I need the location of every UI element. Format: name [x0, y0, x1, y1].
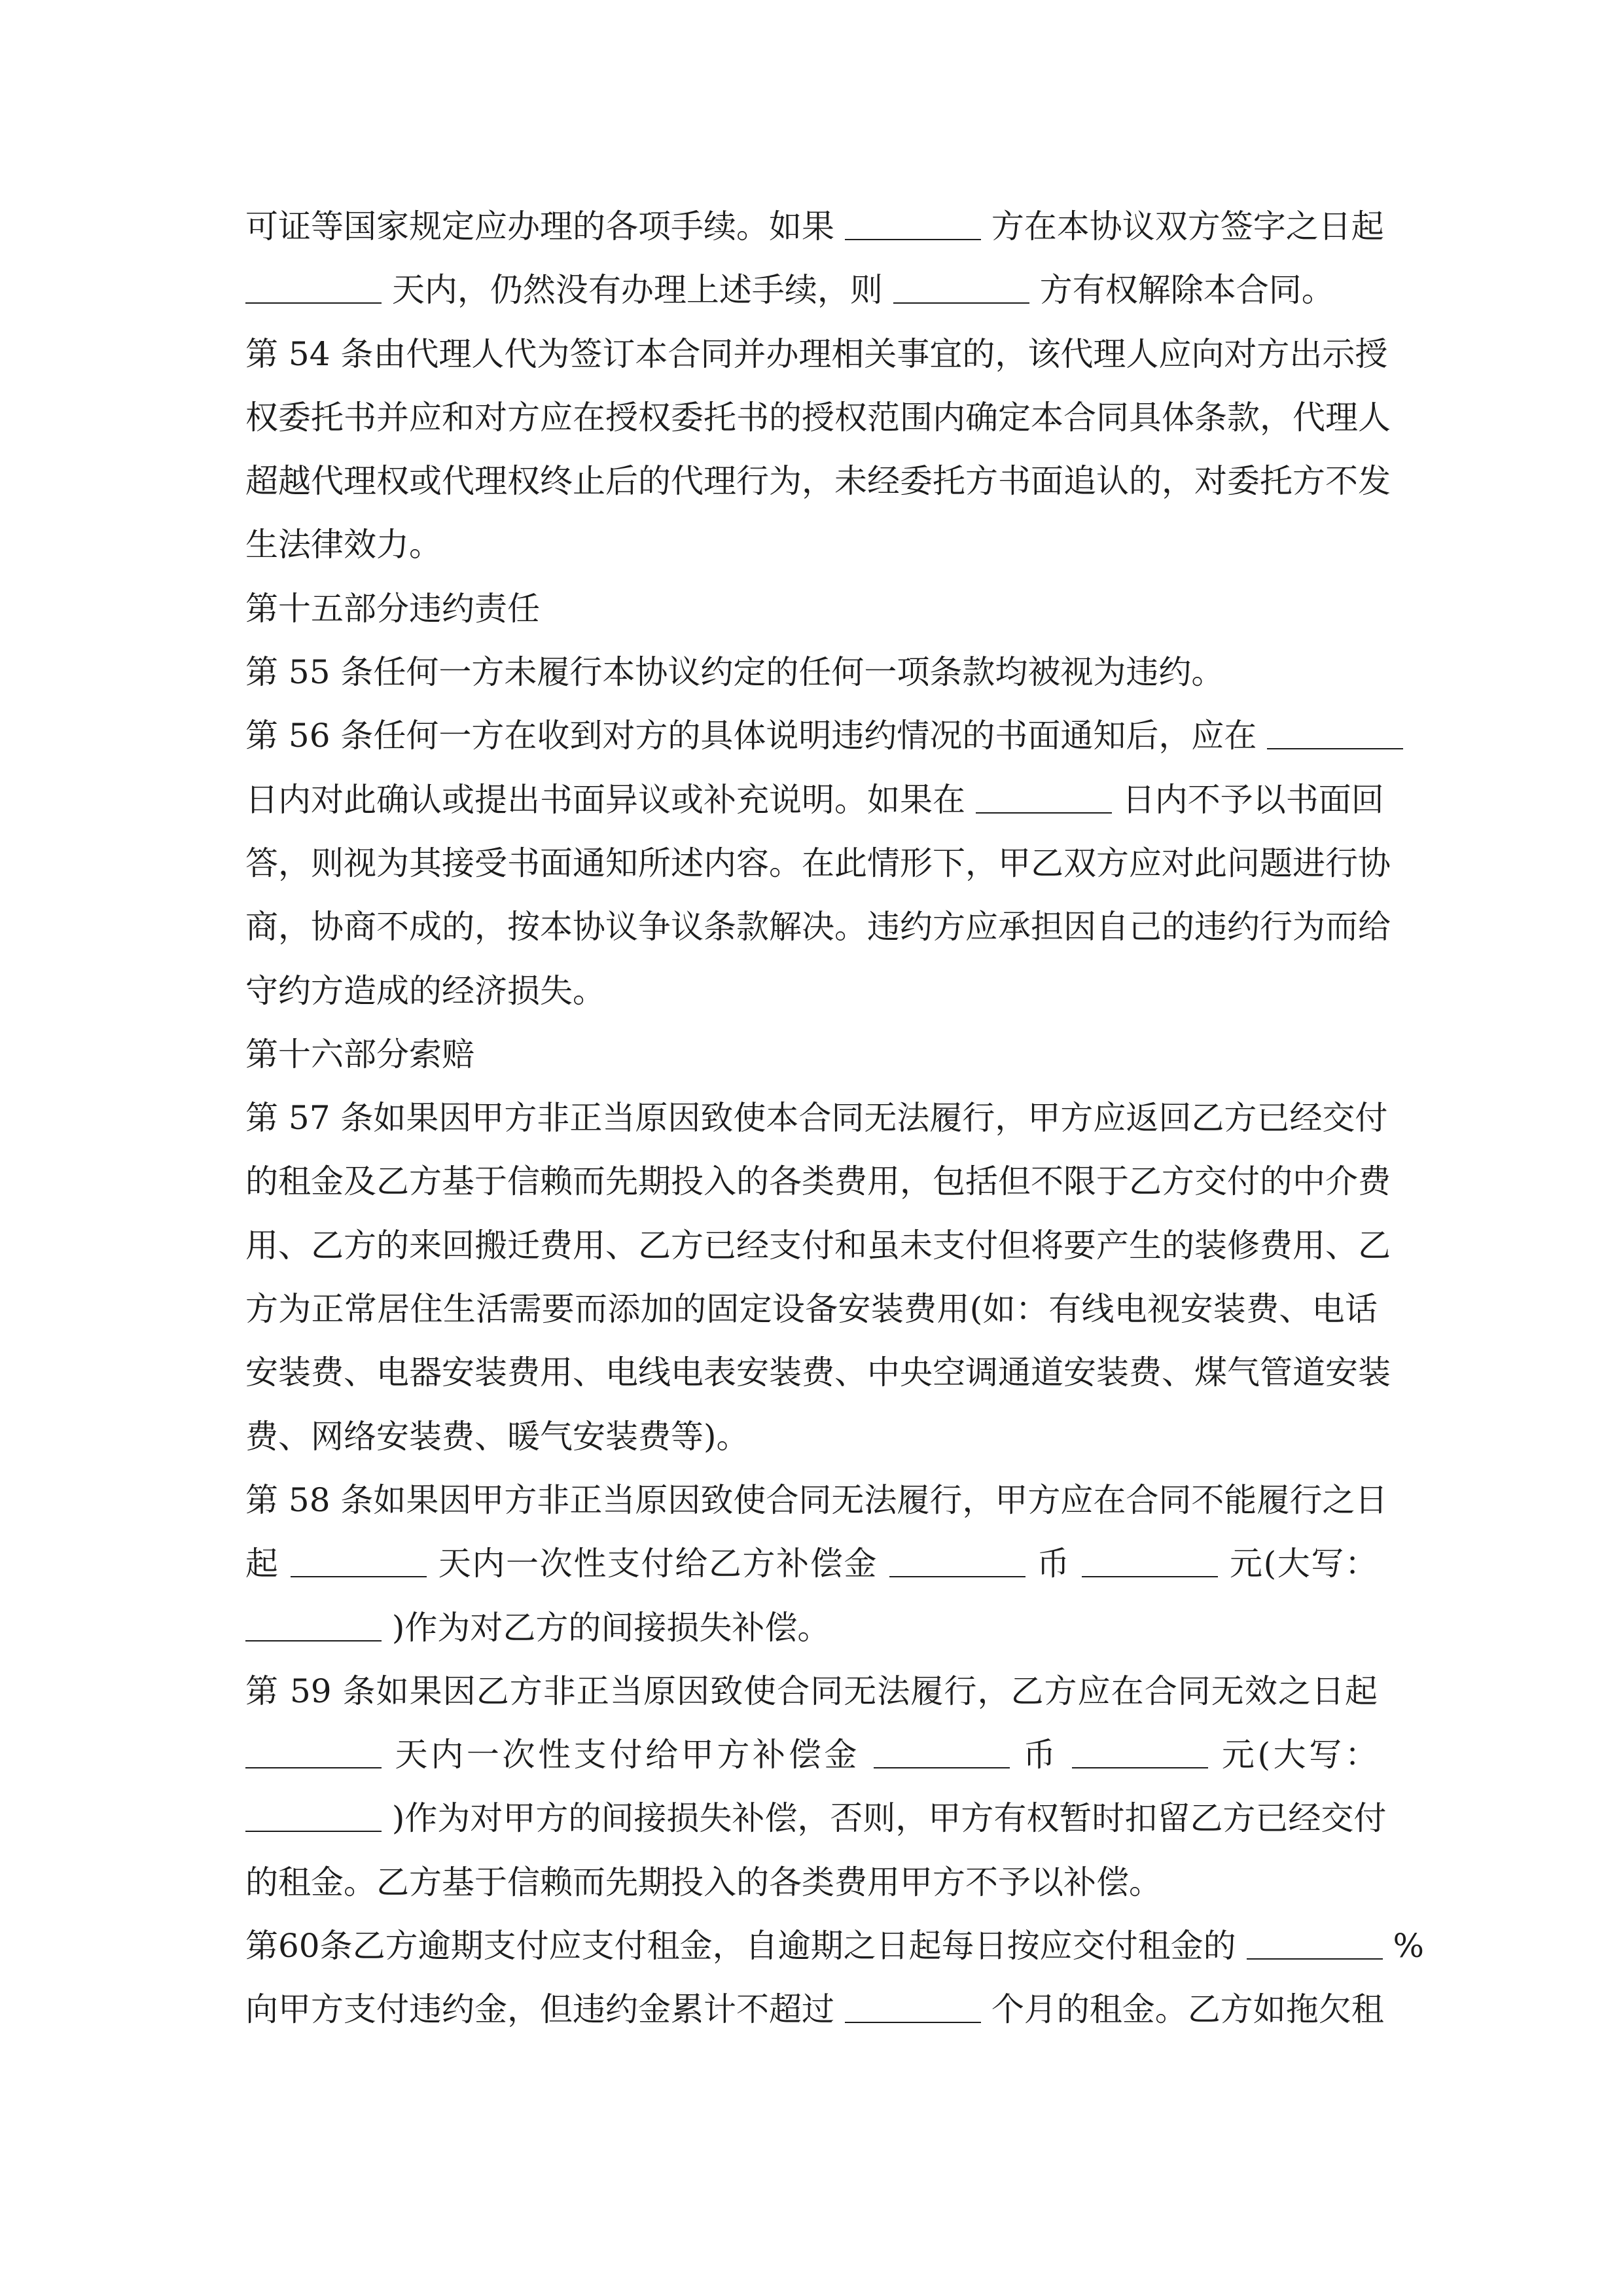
text-line — [245, 386, 1391, 450]
text-line — [245, 450, 1391, 513]
text-segment: 第 55 条任何一方未履行本协议约定的任何一项条款均被视为违约。 — [245, 653, 1224, 692]
text-line — [245, 768, 1384, 832]
text-segment: 向甲方支付违约金，但违约金累计不超过 — [245, 1990, 834, 2029]
text-segment: 方在本协议双方签字之日起 — [991, 207, 1384, 245]
text-segment: 天内，仍然没有办理上述手续，则 — [391, 271, 883, 310]
text-segment: )作为对乙方的间接损失补偿。 — [391, 1608, 830, 1647]
contract-body — [245, 195, 1424, 2042]
text-line — [245, 577, 1378, 641]
text-segment: 元(大写： — [1229, 1545, 1378, 1583]
text-segment: 权委托书并应和对方应在授权委托书的授权范围内确定本合同具体条款，代理人 — [245, 398, 1391, 437]
text-segment: 可证等国家规定应办理的各项手续。如果 — [245, 207, 834, 245]
text-line — [245, 1978, 1384, 2041]
text-line — [245, 1341, 1391, 1405]
text-segment: 天内一次性支付给甲方补偿金 — [395, 1736, 860, 1774]
fill-in-blank — [1247, 1926, 1383, 1960]
text-line — [245, 1851, 1378, 1914]
text-segment: 的租金。乙方基于信赖而先期投入的各类费用甲方不予以补偿。 — [245, 1863, 1162, 1901]
text-line — [245, 1086, 1388, 1150]
text-segment: 费、网络安装费、暖气安装费等)。 — [245, 1417, 749, 1456]
text-segment: 答，则视为其接受书面通知所述内容。在此情形下，甲乙双方应对此问题进行协 — [245, 844, 1391, 882]
text-segment: )作为对甲方的间接损失补偿，否则，甲方有权暂时扣留乙方已经交付 — [391, 1799, 1387, 1838]
fill-in-blank — [1072, 1734, 1208, 1768]
text-segment: 个月的租金。乙方如拖欠租 — [991, 1990, 1384, 2029]
text-line — [245, 832, 1391, 895]
text-segment: 日内对此确认或提出书面异议或补充说明。如果在 — [245, 780, 965, 819]
text-line — [245, 1532, 1378, 1596]
text-line — [245, 1023, 1378, 1086]
text-line — [245, 1660, 1378, 1723]
text-segment: 商，协商不成的，按本协议争议条款解决。违约方应承担因自己的违约行为而给 — [245, 908, 1391, 946]
text-line — [245, 641, 1378, 704]
text-line — [245, 259, 1378, 322]
fill-in-blank — [976, 780, 1112, 814]
text-segment: 第 59 条如果因乙方非正当原因致使合同无法履行，乙方应在合同无效之日起 — [245, 1672, 1378, 1710]
fill-in-blank — [291, 1543, 427, 1577]
text-segment: 第 57 条如果因甲方非正当原因致使本合同无法履行，甲方应返回乙方已经交付 — [245, 1099, 1388, 1138]
fill-in-blank — [874, 1734, 1010, 1768]
text-segment: 安装费、电器安装费用、电线电表安装费、中央空调通道安装费、煤气管道安装 — [245, 1354, 1391, 1392]
fill-in-blank — [893, 270, 1029, 304]
fill-in-blank — [845, 206, 981, 240]
text-segment: % — [1393, 1927, 1424, 1965]
text-line — [245, 1214, 1391, 1278]
text-line — [245, 1150, 1391, 1213]
text-line — [245, 1596, 1378, 1660]
text-line — [245, 323, 1388, 386]
fill-in-blank — [245, 1798, 382, 1832]
text-segment: 第 58 条如果因甲方非正当原因致使合同无法履行，甲方应在合同不能履行之日 — [245, 1480, 1388, 1519]
text-line — [245, 895, 1391, 959]
text-segment: 方有权解除本合同。 — [1039, 271, 1334, 310]
fill-in-blank — [845, 1989, 981, 2023]
text-segment: 方为正常居住生活需要而添加的固定设备安装费用(如：有线电视安装费、电话 — [245, 1290, 1378, 1329]
text-line — [245, 1278, 1378, 1341]
fill-in-blank — [889, 1543, 1026, 1577]
text-segment: 守约方造成的经济损失。 — [245, 971, 605, 1010]
fill-in-blank — [1082, 1543, 1218, 1577]
text-line — [245, 1469, 1388, 1532]
text-line — [245, 1914, 1424, 1978]
text-line — [245, 195, 1384, 259]
text-segment: 第 54 条由代理人代为签订本合同并办理相关事宜的，该代理人应向对方出示授 — [245, 334, 1388, 373]
text-line — [245, 1787, 1387, 1850]
text-segment: 元(大写： — [1221, 1736, 1378, 1774]
text-segment: 用、乙方的来回搬迁费用、乙方已经支付和虽未支付但将要产生的装修费用、乙 — [245, 1226, 1391, 1265]
text-line — [245, 513, 1378, 577]
text-segment: 第十五部分违约责任 — [245, 589, 540, 628]
text-line — [245, 960, 1378, 1023]
text-segment: 天内一次性支付给乙方补偿金 — [438, 1545, 878, 1583]
text-segment: 币 — [1023, 1736, 1059, 1774]
text-segment: 第 56 条任何一方在收到对方的具体说明违约情况的书面通知后，应在 — [245, 717, 1257, 755]
text-segment: 第60条乙方逾期支付应支付租金，自逾期之日起每日按应交付租金的 — [245, 1927, 1236, 1965]
fill-in-blank — [245, 1607, 382, 1641]
text-line — [245, 704, 1378, 768]
text-segment: 日内不予以书面回 — [1122, 780, 1384, 819]
fill-in-blank — [245, 270, 382, 304]
text-segment: 的租金及乙方基于信赖而先期投入的各类费用，包括但不限于乙方交付的中介费 — [245, 1162, 1391, 1201]
text-line — [245, 1723, 1378, 1787]
text-segment: 起 — [245, 1545, 279, 1583]
fill-in-blank — [245, 1734, 382, 1768]
text-segment: 币 — [1037, 1545, 1071, 1583]
text-segment: 超越代理权或代理权终止后的代理行为，未经委托方书面追认的，对委托方不发 — [245, 462, 1391, 501]
text-segment: 第十六部分索赔 — [245, 1035, 474, 1073]
text-line — [245, 1405, 1378, 1469]
text-segment: 生法律效力。 — [245, 526, 442, 564]
fill-in-blank — [1267, 715, 1403, 749]
